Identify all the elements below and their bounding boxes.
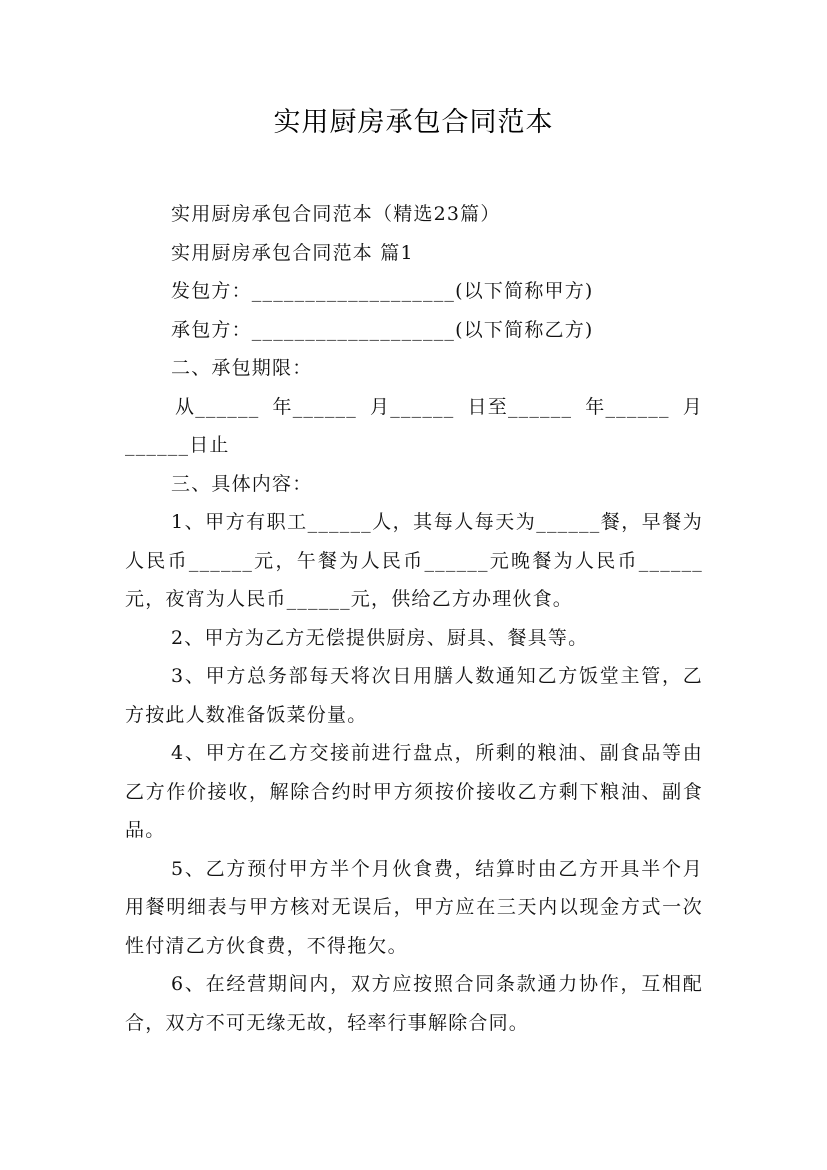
term-line [125,388,703,427]
term-segment: 从______ [175,395,260,418]
term-segment: 日至______ [467,395,573,418]
clause-4: 4、甲方在乙方交接前进行盘点，所剩的粮油、副食品等由乙方作价接收，解除合约时甲方须按价接收乙方剩下粮油、副食品。 [125,742,703,841]
section-heading: 实用厨房承包合同范本 篇1 [171,241,414,264]
subtitle: 实用厨房承包合同范本（精选23篇） [171,203,501,225]
document-title: 实用厨房承包合同范本 [273,107,554,138]
party-b-line: 承包方：___________________(以下简称乙方) [171,318,594,341]
clause-6: 6、在经营期间内，双方应按照合同条款通力协作，互相配合，双方不可无缘无故，轻率行事解除合同。 [125,973,703,1034]
term-segment: 年______ [585,395,670,418]
term-line-end: ______日止 [125,434,230,456]
term-segment: 月______ [370,395,455,418]
clause-1: 1、甲方有职工______人，其每人每天为______餐，早餐为人民币______元，午餐为人民币______元晚餐为人民币______元，夜宵为人民币______元，供给乙方办理伙食。 [125,511,703,610]
clause-2: 2、甲方为乙方无偿提供厨房、厨具、餐具等。 [171,626,589,649]
content-heading: 三、具体内容： [171,472,313,495]
clause-3: 3、甲方总务部每天将次日用膳人数通知乙方饭堂主管，乙方按此人数准备饭菜份量。 [125,665,703,726]
term-segment: 月 [682,395,703,418]
clause-5: 5、乙方预付甲方半个月伙食费，结算时由乙方开具半个月用餐明细表与甲方核对无误后，甲方应在三天内以现金方式一次性付清乙方伙食费，不得拖欠。 [125,857,703,957]
term-heading: 二、承包期限： [171,357,313,379]
document-body [125,195,703,1042]
party-a-line: 发包方：___________________(以下简称甲方) [171,280,594,302]
term-segment: 年______ [272,395,357,418]
